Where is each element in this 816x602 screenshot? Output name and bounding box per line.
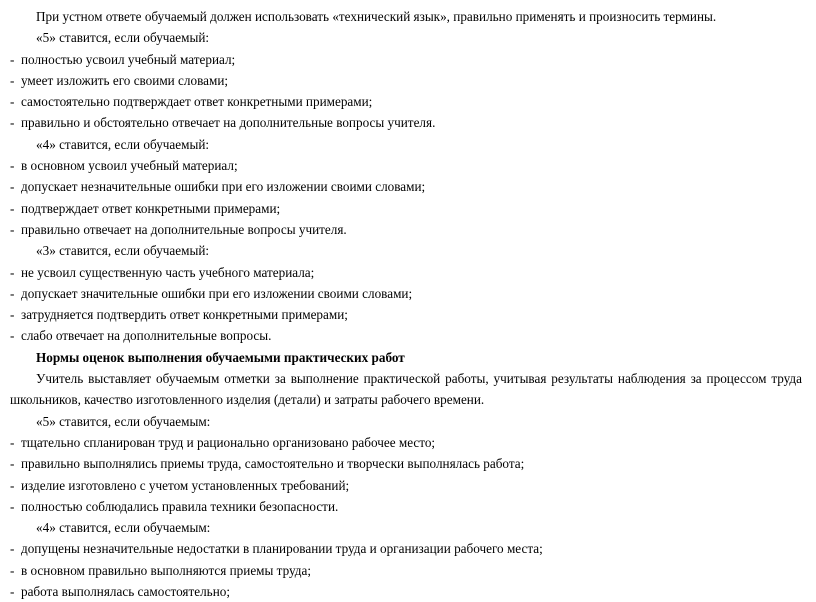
document-line: - не усвоил существенную часть учебного материала; <box>10 264 315 280</box>
document-line: - изделие изготовлено с учетом установленных требований; <box>10 477 350 493</box>
document-line: - правильно выполнялись приемы труда, самостоятельно и творчески выполнялась работа; <box>10 456 525 472</box>
document-line: - правильно отвечает на дополнительные вопросы учителя. <box>10 221 347 237</box>
document-line: - допущены незначительные недостатки в планировании труда и организации рабочего места; <box>10 541 543 557</box>
document-body <box>10 6 806 602</box>
document-line: - правильно и обстоятельно отвечает на дополнительные вопросы учителя. <box>10 115 436 131</box>
document-line: При устном ответе обучаемый должен использовать «технический язык», правильно применять и произносить термины. <box>36 9 717 24</box>
document-line: - подтверждает ответ конкретными примерами; <box>10 200 281 216</box>
document-line: - тщательно спланирован труд и рационально организовано рабочее место; <box>10 434 436 450</box>
document-line: - умеет изложить его своими словами; <box>10 72 229 88</box>
document-line: «5» ставится, если обучаемый: <box>36 30 210 46</box>
document-line: - слабо отвечает на дополнительные вопросы. <box>10 328 272 344</box>
document-line: - полностью усвоил учебный материал; <box>10 51 236 67</box>
document-line: - допускает незначительные ошибки при его изложении своими словами; <box>10 179 426 195</box>
document-line: «4» ставится, если обучаемым: <box>36 520 211 536</box>
document-line: Нормы оценок выполнения обучаемыми практических работ <box>36 349 405 365</box>
document-line: - допускает значительные ошибки при его изложении своими словами; <box>10 285 413 301</box>
document-line: - полностью соблюдались правила техники безопасности. <box>10 498 339 514</box>
document-line: - работа выполнялась самостоятельно; <box>10 584 231 600</box>
document-line: «5» ставится, если обучаемым: <box>36 413 211 429</box>
document-line: - затрудняется подтвердить ответ конкретными примерами; <box>10 307 348 323</box>
document-line: - в основном усвоил учебный материал; <box>10 158 238 174</box>
document-line: «4» ставится, если обучаемый: <box>36 136 210 152</box>
document-line: - в основном правильно выполняются приемы труда; <box>10 562 312 578</box>
document-line: Учитель выставляет обучаемым отметки за выполнение практической работы, учитывая результаты наблюдения за процессом труда школьников, качество изготовленного изделия (детали) и затраты рабочего времени. <box>10 371 806 408</box>
document-line: - самостоятельно подтверждает ответ конкретными примерами; <box>10 94 373 110</box>
document-line: «3» ставится, если обучаемый: <box>36 243 210 259</box>
